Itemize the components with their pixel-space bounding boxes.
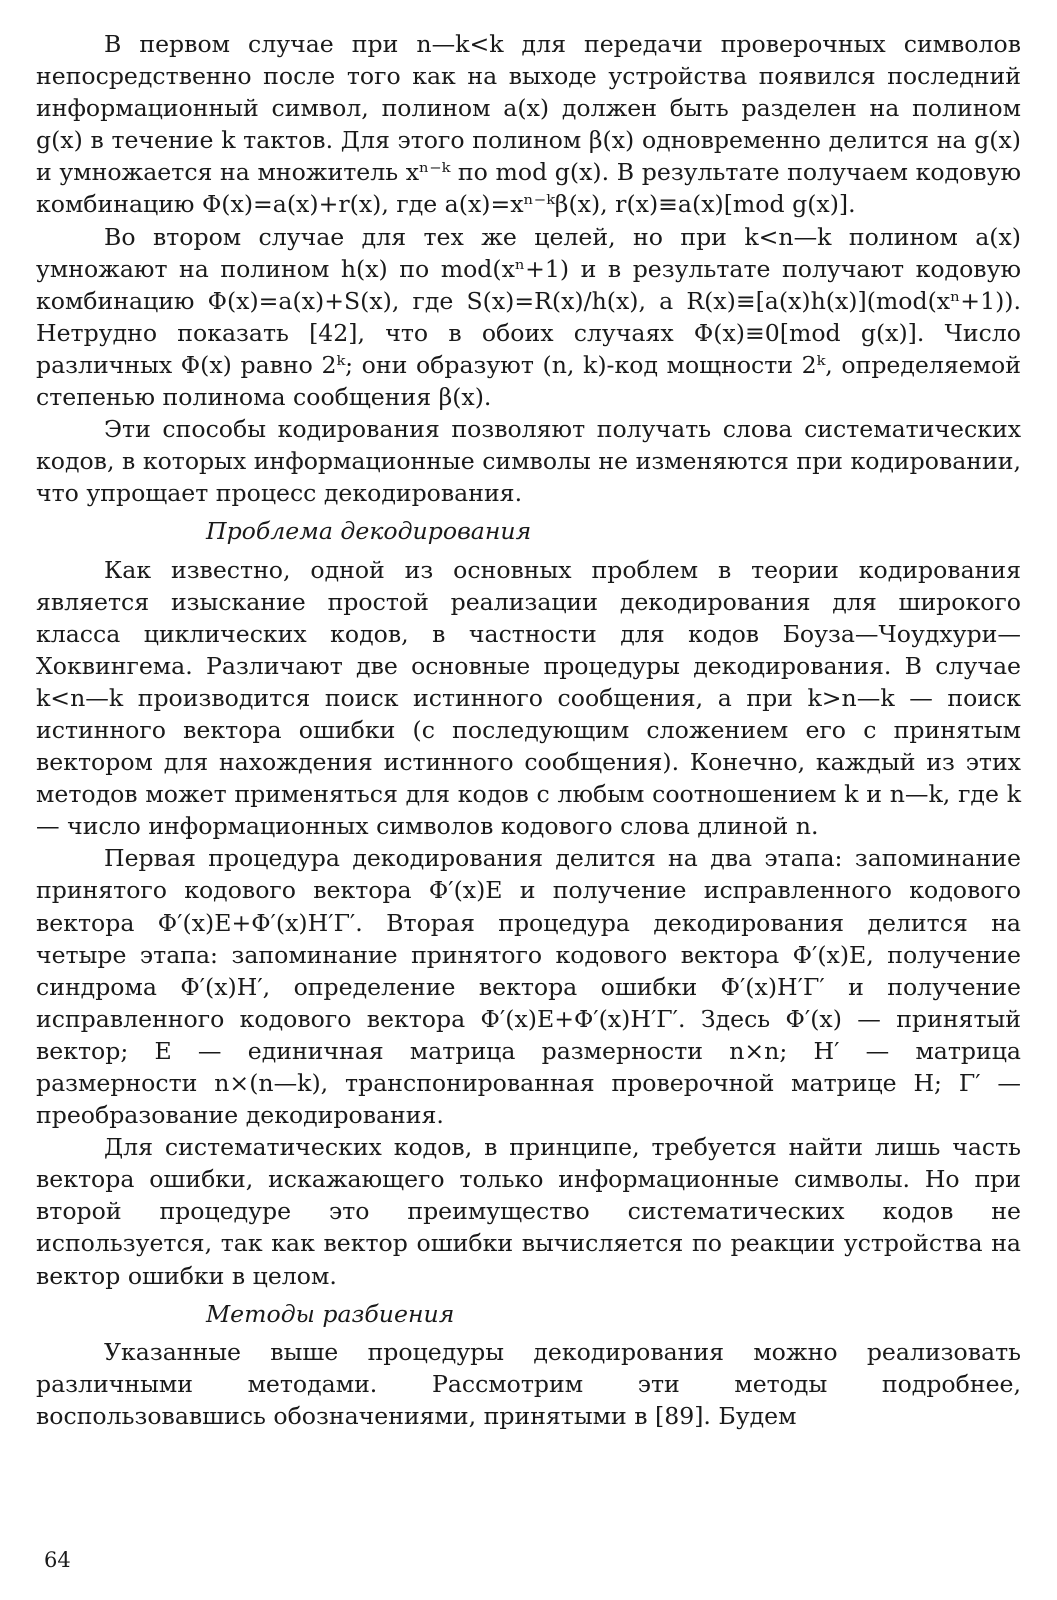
paragraph-decoding-procedures: Первая процедура декодирования делится на два этапа: запоминание принятого кодового вектора Φ′(x)E и получение исправленного кодового вектора Φ′(x)E+Φ′(x)H′Γ′. Вторая процедура декодирования делится на четыре этапа: запоминание принятого кодового вектора Φ′(x)E, получение синдрома Φ′(x)H′, определение вектора ошибки Φ′(x)H′Γ′ и получение исправленного кодового вектора Φ′(x)E+Φ′(x)H′Γ′. Здесь Φ′(x) — принятый вектор; E — единичная матрица размерности n×n; H′ — матрица размерности n×(n—k), транспонированная проверочной матрице H; Γ′ — преобразование декодирования. <box>36 844 1021 1130</box>
paragraph-first-case: В первом случае при n—k<k для передачи проверочных символов непосредственно после того как на выходе устройства появился последний информационный символ, полином a(x) должен быть разделен на полином g(x) в течение k тактов. Для этого полином β(x) одновременно делится на g(x) и умножается на множитель xⁿ⁻ᵏ по mod g(x). В результате получаем кодовую комбинацию Φ(x)=a(x)+r(x), где a(x)=xⁿ⁻ᵏβ(x), r(x)≡a(x)[mod g(x)]. <box>36 30 1021 219</box>
section-heading-partition-methods: Методы разбиения <box>206 1299 455 1328</box>
page-number: 64 <box>44 1548 71 1572</box>
paragraph-systematic-codes: Эти способы кодирования позволяют получать слова систематических кодов, в которых информационные символы не изменяются при кодировании, что упрощает процесс декодирования. <box>36 415 1021 508</box>
paragraph-second-case: Во втором случае для тех же целей, но при k<n—k полином a(x) умножают на полином h(x) по mod(xⁿ+1) и в результате получают кодовую комбинацию Φ(x)=a(x)+S(x), где S(x)=R(x)/h(x), а R(x)≡[a(x)h(x)](mod(xⁿ+1)). Нетрудно показать [42], что в обоих случаях Φ(x)≡0[mod g(x)]. Число различных Φ(x) равно 2ᵏ; они образуют (n, k)-код мощности 2ᵏ, определяемой степенью полинома сообщения β(x). <box>36 222 1021 412</box>
section-heading-decoding-problem: Проблема декодирования <box>206 517 532 546</box>
page-body <box>36 28 1021 1432</box>
paragraph-decoding-problem: Как известно, одной из основных проблем в теории кодирования является изыскание простой реализации декодирования для широкого класса циклических кодов, в частности для кодов Боуза—Чоудхури—Хоквингема. Различают две основные процедуры декодирования. В случае k<n—k производится поиск истинного сообщения, а при k>n—k — поиск истинного вектора ошибки (с последующим сложением его с принятым вектором для нахождения истинного сообщения). Конечно, каждый из этих методов может применяться для кодов с любым соотношением k и n—k, где k — число информационных символов кодового слова длиной n. <box>36 555 1021 841</box>
paragraph-systematic-error-vector: Для систематических кодов, в принципе, требуется найти лишь часть вектора ошибки, искажающего только информационные символы. Но при второй процедуре это преимущество систематических кодов не используется, так как вектор ошибки вычисляется по реакции устройства на вектор ошибки в целом. <box>36 1133 1021 1290</box>
paragraph-partition-methods: Указанные выше процедуры декодирования можно реализовать различными методами. Рассмотрим эти методы подробнее, воспользовавшись обозначениями, принятыми в [89]. Будем <box>36 1337 1021 1430</box>
